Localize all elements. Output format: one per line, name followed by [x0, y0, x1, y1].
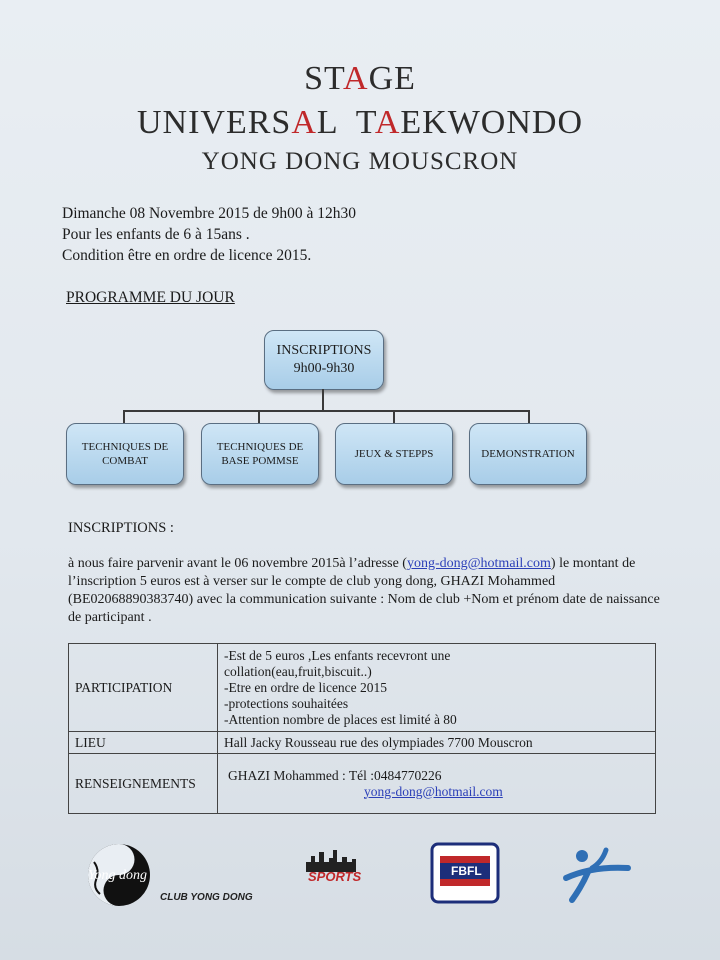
detail-line: -Est de 5 euros ,Les enfants recevront une: [224, 647, 451, 663]
title-red-letter: A: [374, 104, 401, 141]
renseignements-label: RENSEIGNEMENTS: [69, 754, 218, 814]
contact-email-link[interactable]: yong-dong@hotmail.com: [364, 783, 503, 799]
inscriptions-heading: INSCRIPTIONS :: [68, 520, 174, 536]
title-part: L T: [316, 104, 375, 141]
box-line2: COMBAT: [102, 455, 148, 467]
box-line1: DEMONSTRATION: [481, 448, 575, 460]
title-red-letter: A: [343, 60, 369, 97]
title-club: YONG DONG MOUSCRON: [201, 148, 519, 175]
table-row-renseignements: [69, 754, 656, 814]
intro-date: Dimanche 08 Novembre 2015 de 9h00 à 12h30: [62, 205, 357, 222]
detail-line: -protections souhaitées: [224, 695, 349, 711]
program-box-demonstration: [469, 423, 587, 485]
email-link[interactable]: yong-dong@hotmail.com: [406, 556, 551, 571]
detail-line: collation(eau,fruit,biscuit..): [224, 663, 372, 679]
program-box-jeux: [335, 423, 453, 485]
connector-drop: [258, 410, 260, 423]
title-red-letter: A: [291, 104, 317, 141]
info-table: [68, 643, 656, 814]
connector-drop: [528, 410, 530, 423]
contact-line: GHAZI Mohammed : Tél :0484770226: [228, 767, 442, 783]
table-row-lieu: [69, 732, 656, 754]
para-text: à nous faire parvenir avant le 06 novembre 2015à l’adresse (: [68, 556, 407, 571]
title-part: GE: [368, 60, 416, 97]
title-part: UNIVERS: [136, 104, 292, 141]
table-row-participation: [69, 644, 656, 732]
box-line1: TECHNIQUES DE: [81, 441, 169, 453]
intro-condition: Condition être en ordre de licence 2015.: [62, 247, 312, 264]
detail-line: -Attention nombre de places est limité à 80: [224, 711, 457, 727]
club-logo-text: Yong dong: [88, 868, 148, 883]
club-name: CLUB YONG DONG: [160, 892, 253, 903]
fbfl-logo: [430, 842, 500, 909]
root-line1: INSCRIPTIONS: [276, 343, 372, 358]
box-line2: BASE POMMSE: [221, 455, 299, 467]
lieu-label: LIEU: [69, 732, 218, 754]
intro-age: Pour les enfants de 6 à 15ans .: [62, 226, 250, 243]
taekwondo-figure-logo: [562, 846, 634, 909]
connector-drop: [393, 410, 395, 423]
connector-horizontal: [123, 410, 530, 412]
program-heading: PROGRAMME DU JOUR: [66, 289, 235, 306]
renseignements-value: [218, 754, 656, 814]
participation-label: PARTICIPATION: [69, 644, 218, 732]
fbfl-logo-text: FBFL: [451, 864, 482, 878]
title-stage: [0, 60, 720, 98]
program-box-combat: [66, 423, 184, 485]
box-line1: JEUX & STEPPS: [354, 448, 434, 460]
box-line1: TECHNIQUES DE: [216, 441, 304, 453]
detail-line: -Etre en ordre de licence 2015: [224, 679, 388, 695]
participation-details: [218, 644, 656, 732]
program-box-pommse: [201, 423, 319, 485]
title-part: EKWONDO: [400, 104, 584, 141]
root-line2: 9h00-9h30: [293, 361, 355, 376]
para-text: ) le montant de l’inscription 5 euros est à verser sur le compte de club yong dong, GHAZI Mohammed (BE02068890383740) avec la communication suivante : Nom de club +Nom et prénom date de naissance de participant .: [68, 556, 660, 625]
connector-vertical: [322, 389, 324, 411]
intro-block: [62, 203, 356, 266]
sports-logo-text: SPORTS: [308, 869, 362, 884]
title-universal-taekwondo: [0, 104, 720, 142]
connector-drop: [123, 410, 125, 423]
sports-logo: [302, 848, 360, 888]
kicking-figure-icon: [562, 846, 634, 904]
inscriptions-paragraph: [68, 555, 668, 627]
lieu-value: Hall Jacky Rousseau rue des olympiades 7700 Mouscron: [218, 732, 656, 754]
title-part: ST: [304, 60, 344, 97]
club-yong-dong-logo: [76, 842, 154, 913]
program-root-box: [264, 330, 384, 390]
